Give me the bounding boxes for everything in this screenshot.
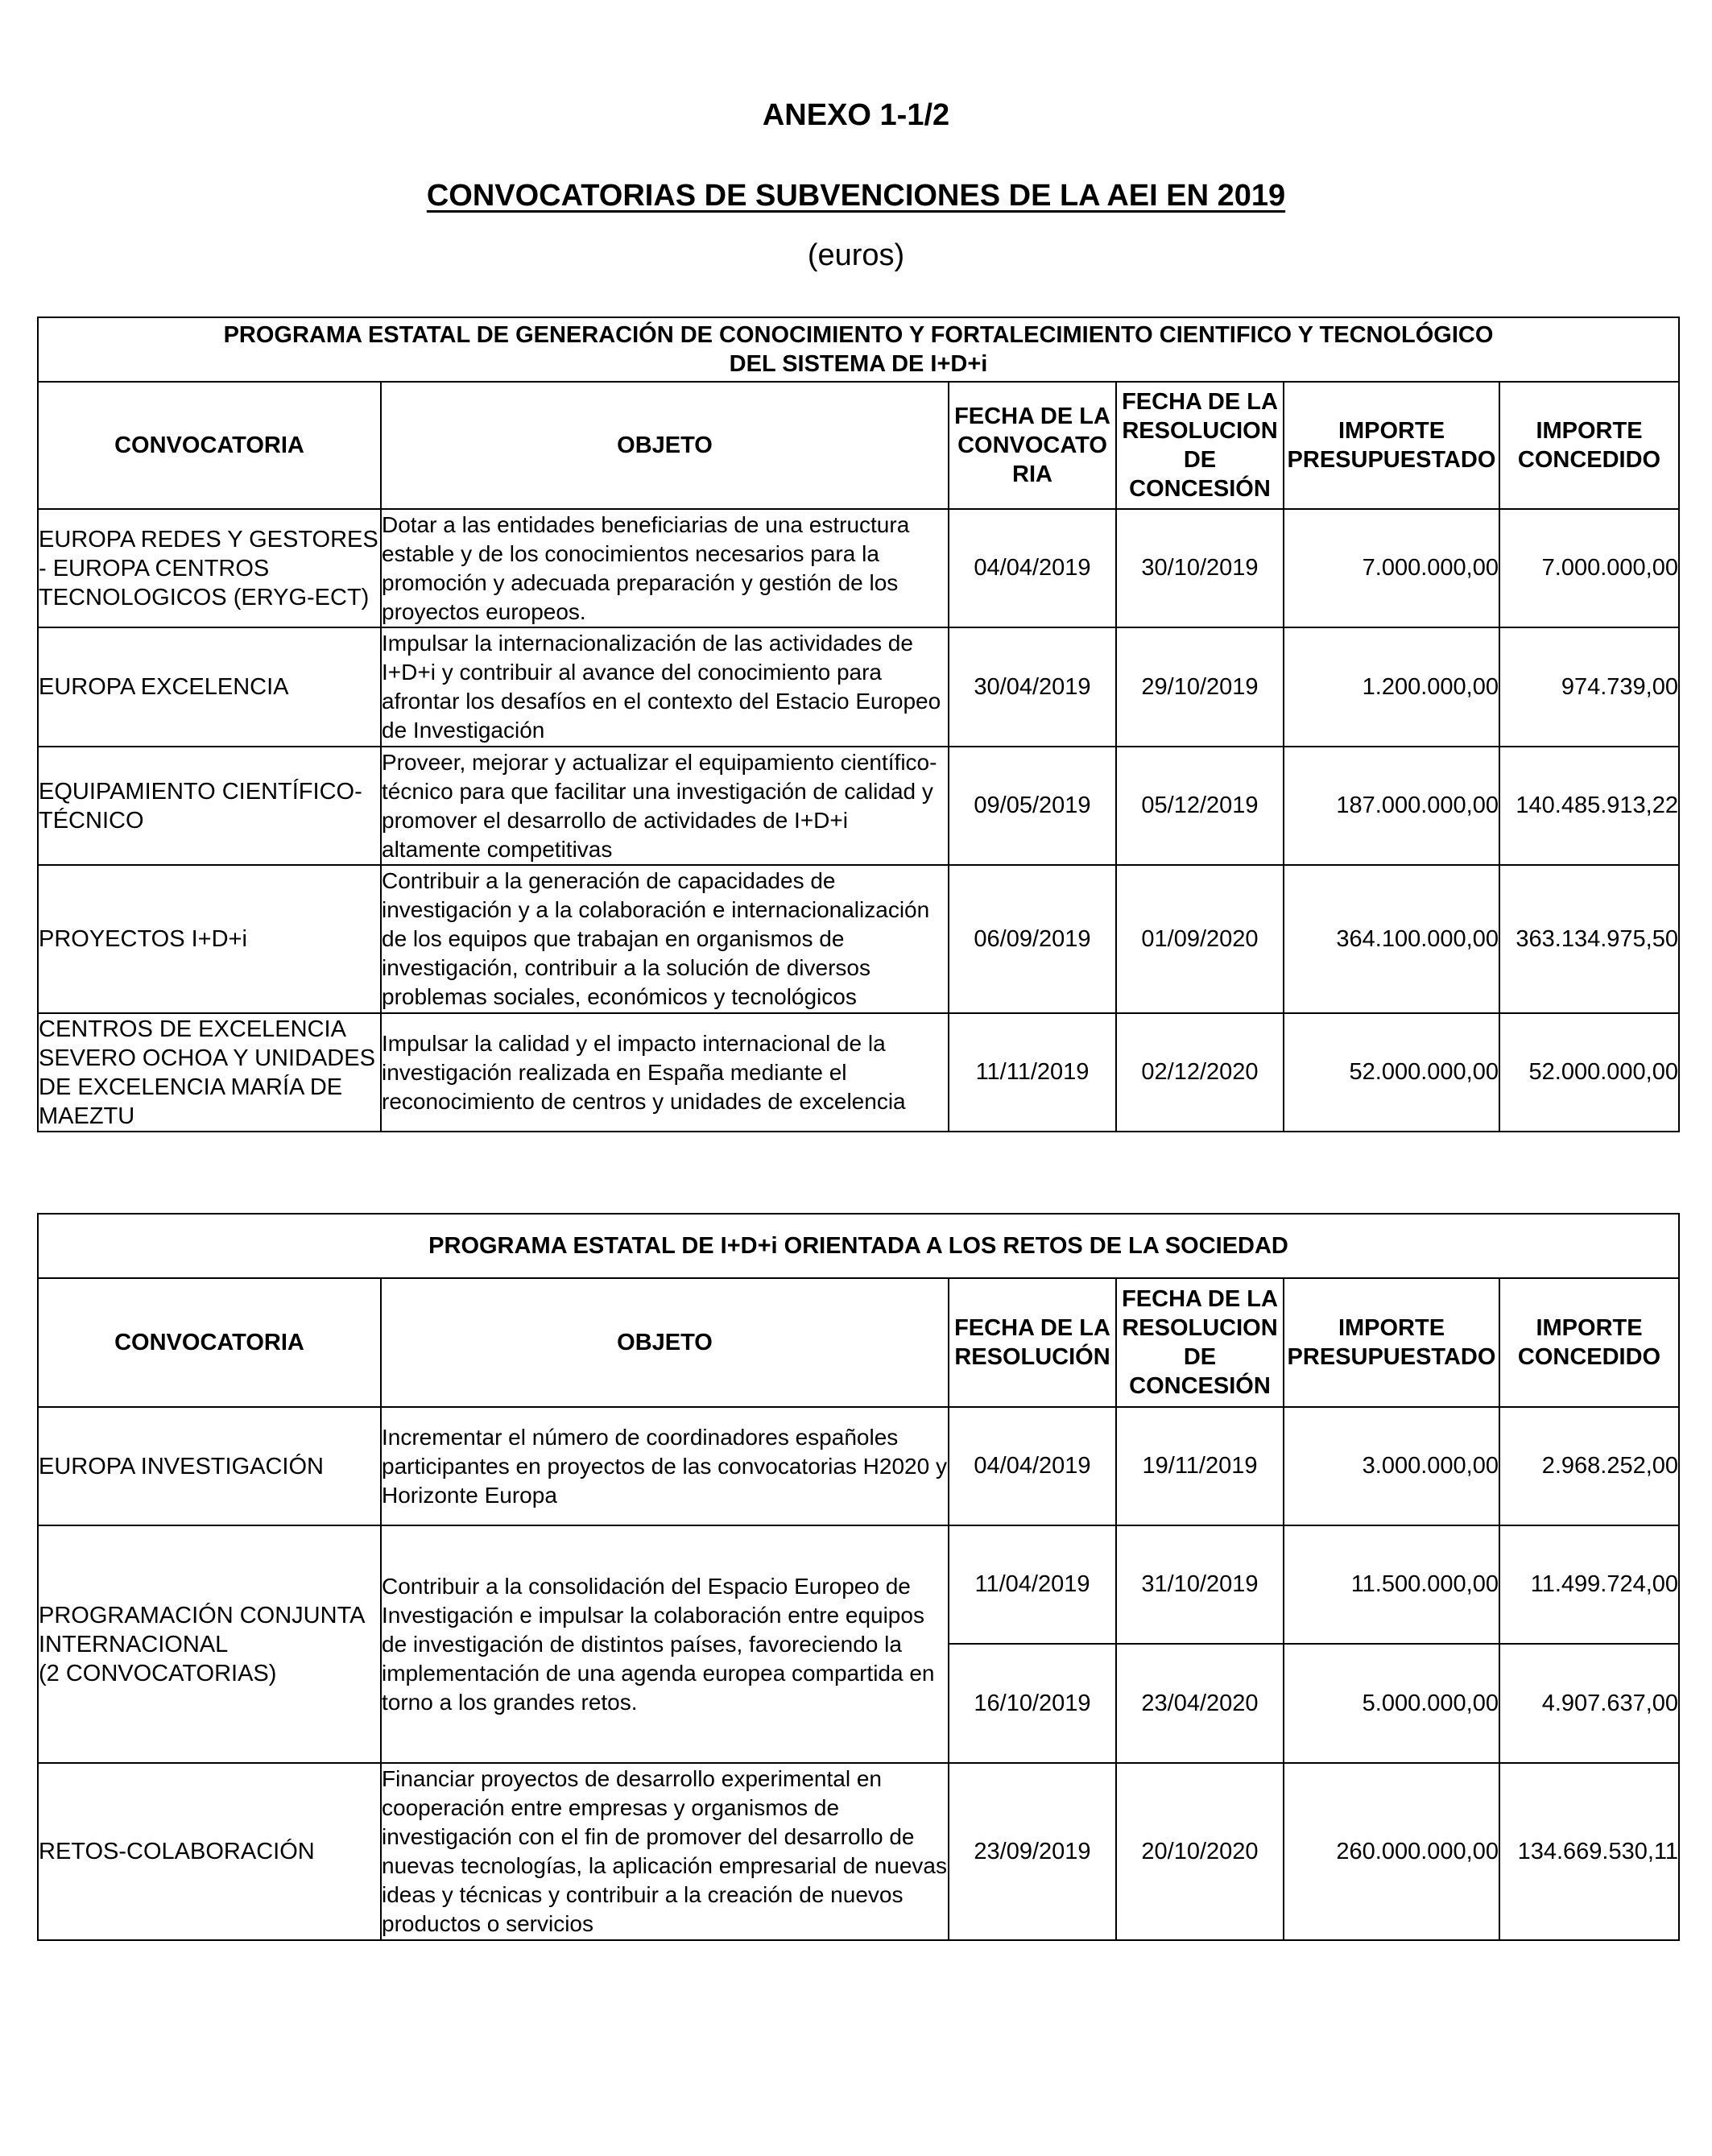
header-text: FECHA DE LA [1122, 1286, 1278, 1312]
cell-importe-concedido: 134.669.530,11 [1499, 1763, 1679, 1940]
table-row [38, 1407, 1679, 1525]
header-text: PRESUPUESTADO [1287, 447, 1496, 473]
page-title: CONVOCATORIAS DE SUBVENCIONES DE LA AEI EN 2019 [426, 179, 1286, 213]
cell-importe-concedido: 363.134.975,50 [1499, 865, 1679, 1013]
col-header-importe-presupuestado [1284, 1278, 1499, 1407]
program-banner-line: PROGRAMA ESTATAL DE GENERACIÓN DE CONOCIMIENTO Y FORTALECIMIENTO CIENTIFICO Y TECNOLÓGICO [223, 322, 1494, 348]
cell-fecha-concesion: 20/10/2020 [1116, 1763, 1284, 1940]
cell-objeto: Impulsar la internacionalización de las actividades de I+D+i y contribuir al avance del conocimiento para afrontar los desafíos en el contexto del Estacio Europeo de Investigación [381, 627, 949, 747]
cell-objeto: Proveer, mejorar y actualizar el equipamiento científico-técnico para que facilitar una investigación de calidad y promover el desarrollo de actividades de I+D+i altamente competitivas [381, 747, 949, 865]
header-text: CONCEDIDO [1517, 447, 1661, 473]
header-text: CONVOCATO [957, 432, 1107, 458]
cell-importe-concedido: 974.739,00 [1499, 627, 1679, 747]
cell-objeto: Dotar a las entidades beneficiarias de una estructura estable y de los conocimientos necesarios para la promoción y adecuada preparación y gestión de los proyectos europeos. [381, 509, 949, 627]
cell-importe-presupuestado: 5.000.000,00 [1284, 1644, 1499, 1763]
table-row [38, 865, 1679, 1013]
header-text: FECHA DE LA [1122, 389, 1278, 415]
cell-objeto: Impulsar la calidad y el impacto internacional de la investigación realizada en España mediante el reconocimiento de centros y unidades de excelencia [381, 1013, 949, 1132]
cell-fecha-resolucion: 04/04/2019 [949, 1407, 1116, 1525]
header-text: FECHA DE LA [954, 1315, 1110, 1341]
table-generacion-conocimiento [37, 317, 1680, 1132]
table-row [38, 1525, 1679, 1644]
cell-importe-presupuestado: 3.000.000,00 [1284, 1407, 1499, 1525]
cell-fecha-convocatoria: 09/05/2019 [949, 747, 1116, 865]
col-header-objeto [381, 1278, 949, 1407]
cell-fecha-concesion: 23/04/2020 [1116, 1644, 1284, 1763]
header-text: RESOLUCIÓN [954, 1344, 1110, 1370]
cell-fecha-resolucion: 11/04/2019 [949, 1525, 1116, 1644]
cell-objeto: Incrementar el número de coordinadores españoles participantes en proyectos de las convocatorias H2020 y Horizonte Europa [381, 1407, 949, 1525]
table-row [38, 509, 1679, 627]
table-header-row [38, 1278, 1679, 1407]
unit-label: (euros) [807, 238, 905, 272]
header-text: PRESUPUESTADO [1287, 1344, 1496, 1370]
cell-convocatoria: CENTROS DE EXCELENCIA SEVERO OCHOA Y UNIDADES DE EXCELENCIA MARÍA DE MAEZTU [38, 1013, 381, 1132]
header-text: DE [1183, 1344, 1217, 1370]
col-header-convocatoria [38, 1278, 381, 1407]
table-row [38, 1013, 1679, 1132]
cell-importe-concedido: 7.000.000,00 [1499, 509, 1679, 627]
col-header-importe-concedido [1499, 1278, 1679, 1407]
cell-importe-presupuestado: 364.100.000,00 [1284, 865, 1499, 1013]
program-banner [38, 1214, 1679, 1278]
header-text: DE [1183, 447, 1217, 473]
cell-fecha-resolucion: 30/10/2019 [1116, 509, 1284, 627]
cell-fecha-resolucion: 23/09/2019 [949, 1763, 1116, 1940]
cell-objeto: Financiar proyectos de desarrollo experimental en cooperación entre empresas y organismos de investigación con el fin de promover del desarrollo de nuevas tecnologías, la aplicación empresarial de nuevas ideas y técnicas y contribuir a la creación de nuevos productos o servicios [381, 1763, 949, 1940]
cell-importe-concedido: 2.968.252,00 [1499, 1407, 1679, 1525]
annex-label: ANEXO 1-1/2 [762, 98, 950, 132]
cell-convocatoria: RETOS-COLABORACIÓN [38, 1763, 381, 1940]
cell-fecha-convocatoria: 11/11/2019 [949, 1013, 1116, 1132]
cell-importe-concedido: 52.000.000,00 [1499, 1013, 1679, 1132]
cell-fecha-convocatoria: 04/04/2019 [949, 509, 1116, 627]
table-retos-sociedad [37, 1213, 1680, 1941]
col-header-fecha-resolucion [949, 1278, 1116, 1407]
cell-importe-presupuestado: 260.000.000,00 [1284, 1763, 1499, 1940]
cell-convocatoria: EQUIPAMIENTO CIENTÍFICO-TÉCNICO [38, 747, 381, 865]
col-header-convocatoria [38, 382, 381, 509]
cell-fecha-resolucion: 05/12/2019 [1116, 747, 1284, 865]
header-text: CONVOCATORIA [114, 432, 304, 458]
cell-importe-concedido: 4.907.637,00 [1499, 1644, 1679, 1763]
cell-objeto: Contribuir a la consolidación del Espacio Europeo de Investigación e impulsar la colaboración entre equipos de investigación de distintos países, favoreciendo la implementación de una agenda europea compartida en torno a los grandes retos. [381, 1525, 949, 1763]
col-header-fecha-concesion [1116, 1278, 1284, 1407]
cell-fecha-concesion: 19/11/2019 [1116, 1407, 1284, 1525]
cell-fecha-resolucion: 16/10/2019 [949, 1644, 1116, 1763]
header-text: RESOLUCION [1122, 418, 1278, 444]
col-header-importe-presupuestado [1284, 382, 1499, 509]
header-text: CONVOCATORIA [114, 1330, 304, 1355]
cell-importe-presupuestado: 1.200.000,00 [1284, 627, 1499, 747]
header-text: IMPORTE [1536, 1315, 1643, 1341]
col-header-objeto [381, 382, 949, 509]
header-text: OBJETO [617, 432, 713, 458]
cell-importe-presupuestado: 187.000.000,00 [1284, 747, 1499, 865]
col-header-importe-concedido [1499, 382, 1679, 509]
header-text: OBJETO [617, 1330, 713, 1355]
table-row [38, 747, 1679, 865]
col-header-fecha-resolucion [1116, 382, 1284, 509]
cell-convocatoria: PROYECTOS I+D+i [38, 865, 381, 1013]
header-text: IMPORTE [1338, 418, 1445, 444]
header-text: CONCEDIDO [1517, 1344, 1661, 1370]
cell-fecha-concesion: 31/10/2019 [1116, 1525, 1284, 1644]
header-text: CONCESIÓN [1129, 476, 1271, 502]
program-banner [38, 317, 1679, 382]
header-text: RESOLUCION [1122, 1315, 1278, 1341]
cell-convocatoria [38, 1525, 381, 1763]
cell-importe-presupuestado: 11.500.000,00 [1284, 1525, 1499, 1644]
cell-fecha-convocatoria: 30/04/2019 [949, 627, 1116, 747]
cell-objeto: Contribuir a la generación de capacidades de investigación y a la colaboración e internacionalización de los equipos que trabajan en organismos de investigación, contribuir a la solución de diversos problemas sociales, económicos y tecnológicos [381, 865, 949, 1013]
cell-convocatoria: EUROPA REDES Y GESTORES - EUROPA CENTROS TECNOLOGICOS (ERYG-ECT) [38, 509, 381, 627]
table-row [38, 1763, 1679, 1940]
cell-fecha-convocatoria: 06/09/2019 [949, 865, 1116, 1013]
cell-fecha-resolucion: 01/09/2020 [1116, 865, 1284, 1013]
cell-convocatoria: EUROPA EXCELENCIA [38, 627, 381, 747]
header-text: IMPORTE [1338, 1315, 1445, 1341]
table-banner-row [38, 1214, 1679, 1278]
table-row [38, 627, 1679, 747]
cell-importe-presupuestado: 7.000.000,00 [1284, 509, 1499, 627]
cell-importe-presupuestado: 52.000.000,00 [1284, 1013, 1499, 1132]
convocatoria-text: PROGRAMACIÓN CONJUNTA INTERNACIONAL [39, 1602, 364, 1657]
cell-fecha-resolucion: 02/12/2020 [1116, 1013, 1284, 1132]
table-header-row [38, 382, 1679, 509]
header-text: RIA [1012, 461, 1052, 487]
header-text: IMPORTE [1536, 418, 1643, 444]
header-text: FECHA DE LA [954, 403, 1110, 429]
header-text: CONCESIÓN [1129, 1373, 1271, 1399]
col-header-fecha-convocatoria [949, 382, 1116, 509]
cell-importe-concedido: 11.499.724,00 [1499, 1525, 1679, 1644]
convocatoria-text: (2 CONVOCATORIAS) [39, 1660, 277, 1686]
cell-convocatoria: EUROPA INVESTIGACIÓN [38, 1407, 381, 1525]
program-banner-line: PROGRAMA ESTATAL DE I+D+i ORIENTADA A LOS RETOS DE LA SOCIEDAD [428, 1233, 1288, 1259]
cell-importe-concedido: 140.485.913,22 [1499, 747, 1679, 865]
cell-fecha-resolucion: 29/10/2019 [1116, 627, 1284, 747]
program-banner-line: DEL SISTEMA DE I+D+i [729, 351, 988, 377]
table-banner-row [38, 317, 1679, 382]
